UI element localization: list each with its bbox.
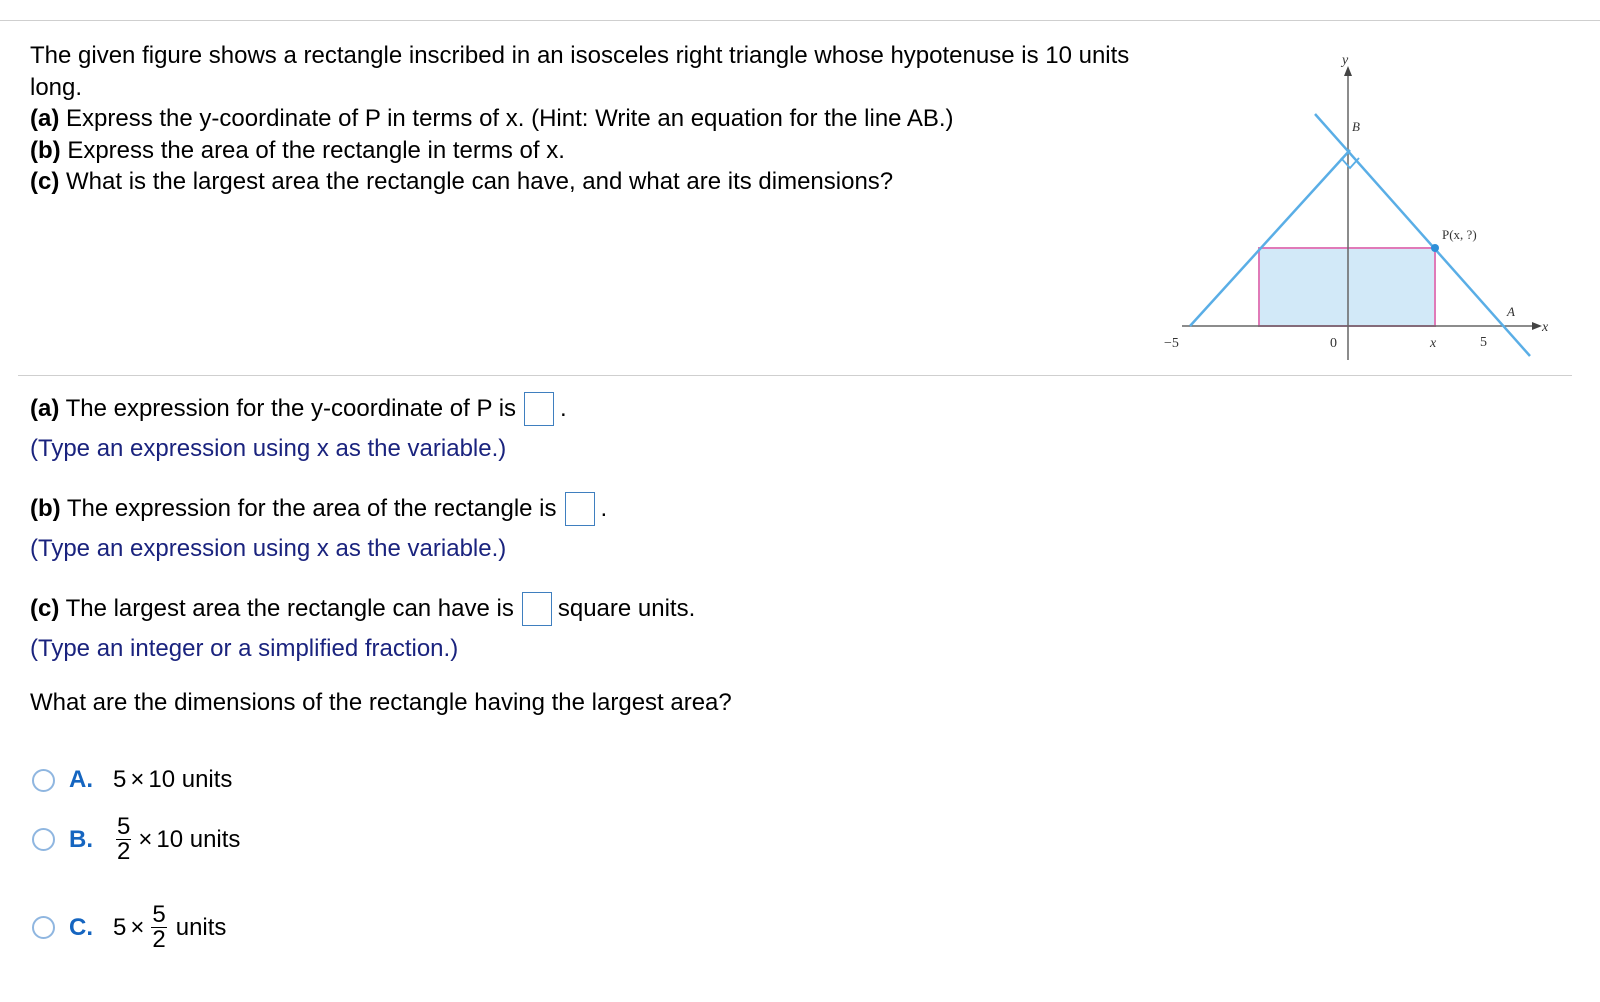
point-p <box>1431 244 1439 252</box>
part-c-hint: (Type an integer or a simplified fraction.) <box>30 635 459 662</box>
part-b-hint: (Type an expression using x as the variable.) <box>30 535 507 562</box>
x-axis-arrow <box>1532 322 1542 330</box>
figure-svg <box>1160 38 1560 368</box>
x-axis-label: x <box>1542 320 1549 335</box>
dimensions-question: What are the dimensions of the rectangle having the largest area? <box>30 689 732 716</box>
question-part-c: (c) What is the largest area the rectangle can have, and what are its dimensions? <box>30 168 894 195</box>
choice-b-letter: B. <box>69 825 93 853</box>
choice-b-fraction: $\frac{5}{2}$ <box>117 813 131 865</box>
question-intro: The given figure shows a rectangle inscribed in an isosceles right triangle whose hypotenuse is 10 units long. <box>30 42 1130 101</box>
question-part-a: (a) Express the y-coordinate of P in terms of x. (Hint: Write an equation for the line AB.) <box>30 105 954 132</box>
choice-c[interactable]: C. 5 × $\frac{5}{2}$ units <box>32 903 226 952</box>
part-b-prompt: (b) The expression for the area of the rectangle is . <box>30 492 607 526</box>
label-a: A <box>1507 304 1515 319</box>
choice-b-radio[interactable] <box>32 828 55 851</box>
inscribed-rectangle <box>1259 248 1435 326</box>
part-b-answer-box[interactable] <box>565 492 595 526</box>
tick-x: x <box>1430 336 1437 351</box>
label-p: P(x, ?) <box>1442 227 1477 242</box>
tick-neg5: −5 <box>1164 336 1179 351</box>
y-axis-label: y <box>1342 53 1349 68</box>
choice-a[interactable]: A. 5 × 10 units <box>32 766 232 794</box>
choice-c-fraction: $\frac{5}{2}$ <box>152 901 166 953</box>
top-divider <box>0 20 1600 21</box>
label-b: B <box>1352 119 1360 134</box>
part-a-answer-box[interactable] <box>524 392 554 426</box>
part-a <box>30 392 567 464</box>
part-c-answer-box[interactable] <box>522 592 552 626</box>
question-part-b: (b) Express the area of the rectangle in terms of x. <box>30 136 565 164</box>
choice-c-letter: C. <box>69 913 93 941</box>
part-c <box>30 592 695 664</box>
triangle-figure <box>1160 38 1560 368</box>
part-a-prompt: (a) The expression for the y-coordinate of P is . <box>30 392 567 426</box>
choice-b[interactable]: B. $\frac{5}{2}$ × 10 units <box>32 815 240 864</box>
question-text <box>30 40 1170 198</box>
tick-0: 0 <box>1330 336 1337 351</box>
tick-5: 5 <box>1480 335 1487 350</box>
choice-c-radio[interactable] <box>32 916 55 939</box>
choice-a-radio[interactable] <box>32 769 55 792</box>
choice-a-letter: A. <box>69 766 93 793</box>
part-c-prompt: (c) The largest area the rectangle can have is square units. <box>30 592 695 626</box>
part-a-hint: (Type an expression using x as the variable.) <box>30 435 507 462</box>
part-b <box>30 492 607 564</box>
section-divider <box>18 375 1572 376</box>
